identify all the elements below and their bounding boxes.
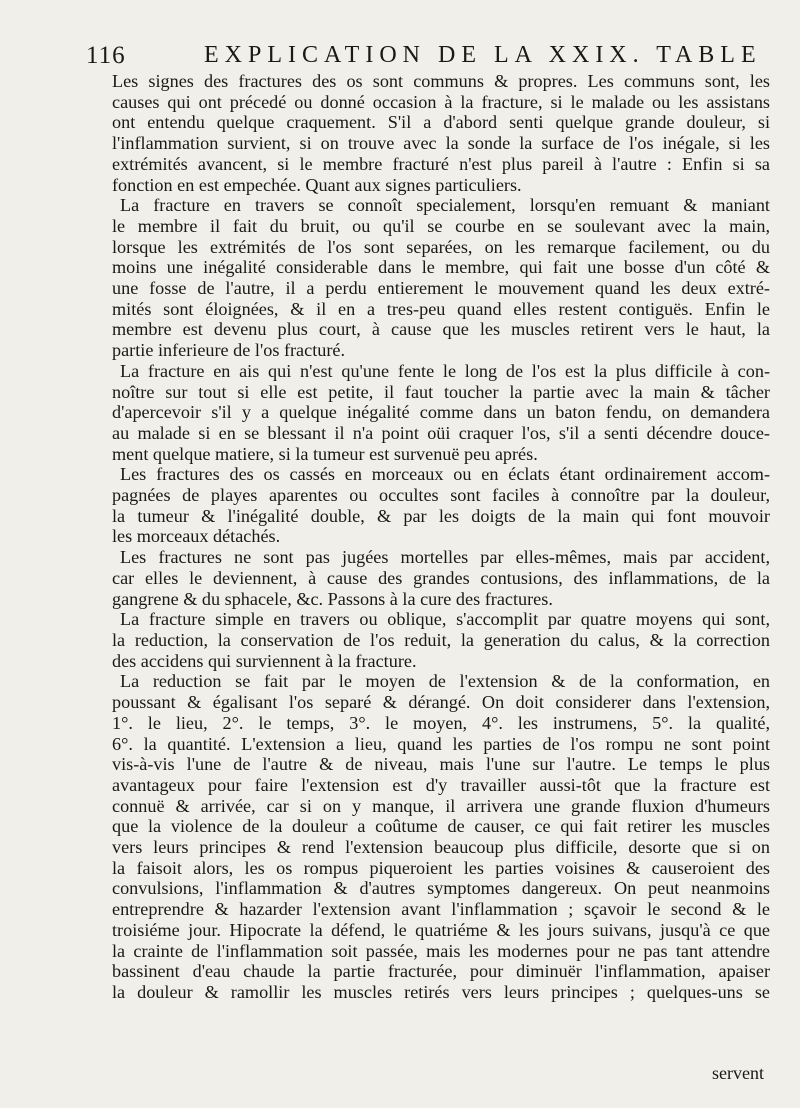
text-line: noître sur tout si elle est petite, il faut toucher la partie avec la main & tâcher [112,381,770,402]
page-number: 116 [86,42,126,69]
text-line: Les fractures ne sont pas jugées mortelles par elles-mêmes, mais par accident, [120,547,770,568]
text-line: connuë & arrivée, car si on y manque, il arrivera une grande fluxion d'humeurs [112,795,770,816]
text-line: vis-à-vis l'une de l'autre & de niveau, mais l'une sur l'autre. Le temps le plus [112,754,770,775]
text-line: entreprendre & hazarder l'extension avant l'inflammation ; sçavoir le second & le [112,899,770,920]
text-line: La fracture en ais qui n'est qu'une fente le long de l'os est la plus difficile à con- [120,360,770,381]
text-line: le membre il fait du bruit, ou qu'il se courbe en se soulevant avec la main, [112,215,770,236]
text-line: La fracture simple en travers ou oblique, s'accomplit par quatre moyens qui sont, [120,609,770,630]
text-line: la reduction, la conservation de l'os reduit, la generation du calus, & la correction [112,629,770,650]
text-line: lorsque les extrémités de l'os sont separées, on les remarque facilement, ou du [112,236,770,257]
text-line: avantageux pour faire l'extension est d'y travailler aussi-tôt que la fracture est [112,774,770,795]
text-line: Les signes des fractures des os sont communs & propres. Les communs sont, les [112,71,770,91]
running-title: EXPLICATION DE LA XXIX. TABLE [204,42,762,68]
text-line: l'inflammation survient, si on trouve avec la sonde la surface de l'os inégale, si les [112,133,770,154]
text-line: partie inferieure de l'os fracturé. [112,340,346,361]
text-line: des accidens qui surviennent à la fracture. [112,650,417,671]
text-line: 6°. la quantité. L'extension a lieu, quand les parties de l'os rompu ne sont point [112,733,770,754]
catchword: servent [712,1063,764,1083]
text-line: extrémités avancent, si le membre fracturé n'est plus pareil à l'autre : Enfin si sa [112,153,770,174]
text-line: d'apercevoir s'il y a quelque inégalité comme dans un baton fendu, on demandera [112,402,770,423]
text-line: Les fractures des os cassés en morceaux ou en éclats étant ordinairement accom- [120,464,770,485]
text-line: vers leurs principes & rend l'extension beaucoup plus difficile, desorte que si on [112,837,770,858]
text-line: membre est devenu plus court, à cause que les muscles retirent vers le haut, la [112,319,770,340]
text-line: la faisoit alors, les os rompus piqueroient les parties voisines & causeroient des [112,857,770,878]
text-line: car elles le deviennent, à cause des grandes contusions, des inflammations, de la [112,567,770,588]
text-line: convulsions, l'inflammation & d'autres symptomes dangereux. On peut neanmoins [112,878,770,899]
text-line: ont entendu quelque craquement. S'il a d'abord senti quelque grande douleur, si [112,112,770,133]
text-line: au malade si en se blessant il n'a point oüi craquer l'os, s'il a senti décendre douce- [112,422,770,443]
text-line: pagnées de playes aparentes ou occultes sont faciles à connoître par la douleur, [112,485,770,506]
text-line: mités sont éloignées, & il en a tres-peu quand elles restent contiguës. Enfin le [112,298,770,319]
text-line: 1°. le lieu, 2°. le temps, 3°. le moyen, 4°. les instrumens, 5°. la qualité, [112,712,770,733]
text-line: La reduction se fait par le moyen de l'extension & de la conformation, en [120,671,770,692]
body-text [112,71,770,1003]
text-line: troisiéme jour. Hipocrate la défend, le quatriéme & les jours suivans, jusqu'à ce que [112,919,770,940]
text-line: la crainte de l'inflammation soit passée, mais les modernes pour ne pas tant attendre [112,940,770,961]
text-line: causes qui ont précedé ou donné occasion à la fracture, si le malade ou les assistans [112,91,770,112]
text-line: moins une inégalité considerable dans le membre, qui fait une bosse d'un côté & [112,257,770,278]
text-line: gangrene & du sphacele, &c. Passons à la cure des fractures. [112,588,553,609]
text-line: que la violence de la douleur a coûtume de causer, ce qui fait retirer les muscles [112,816,770,837]
text-line: bassinent d'eau chaude la partie fracturée, pour diminuër l'inflammation, apaiser [112,961,770,982]
text-line: la tumeur & l'inégalité double, & par les doigts de la main qui font mouvoir [112,505,770,526]
text-line: La fracture en travers se connoît specialement, lorsqu'en remuant & maniant [120,195,770,216]
text-line: la douleur & ramollir les muscles retirés vers leurs principes ; quelques-uns se [112,981,770,1002]
text-line: fonction en est empechée. Quant aux signes particuliers. [112,174,522,195]
text-line: une fosse de l'autre, il a perdu entierement le mouvement quand les deux extré- [112,278,770,299]
text-line: poussant & égalisant l'os separé & dérangé. On doit considerer dans l'extension, [112,692,770,713]
text-line: les morceaux détachés. [112,526,281,547]
text-line: ment quelque matiere, si la tumeur est survenuë peu aprés. [112,443,538,464]
page-header [86,42,766,70]
